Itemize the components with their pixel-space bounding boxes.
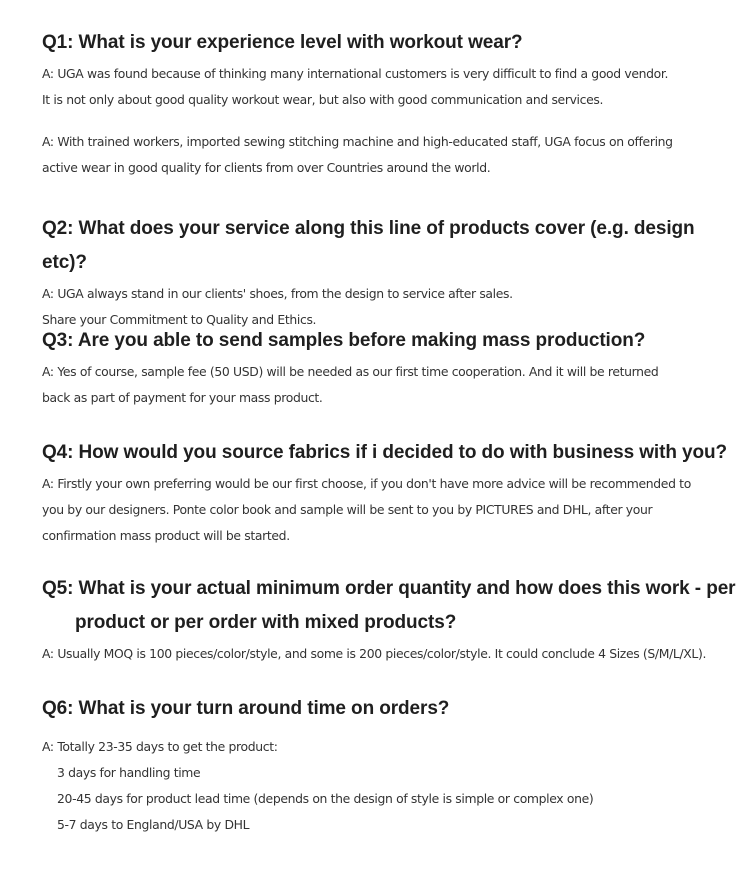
answer-line: confirmation mass product will be started. xyxy=(42,528,290,543)
question-line: product or per order with mixed products? xyxy=(75,612,457,633)
faq-question-q6: Q6: What is your turn around time on orders? xyxy=(42,698,450,719)
answer-line: A: Firstly your own preferring would be our first choose, if you don't have more advice will be recommended to xyxy=(42,476,691,491)
answer-line: It is not only about good quality workout wear, but also with good communication and services. xyxy=(42,92,604,107)
faq-item-q3 xyxy=(42,324,658,411)
faq-answer-q5 xyxy=(42,641,735,667)
faq-question-q5 xyxy=(42,572,735,640)
faq-answer-q6 xyxy=(42,734,593,838)
faq-answer-q4 xyxy=(42,471,727,549)
faq-item-q2 xyxy=(42,212,742,333)
answer-line: 20-45 days for product lead time (depends on the design of style is simple or complex one) xyxy=(57,791,594,806)
answer-line: A: Usually MOQ is 100 pieces/color/style, and some is 200 pieces/color/style. It could conclude 4 Sizes (S/M/L/XL). xyxy=(42,646,707,661)
answer-line: A: Totally 23-35 days to get the product: xyxy=(42,739,278,754)
faq-answer-q1-b xyxy=(42,129,673,181)
faq-question-q4: Q4: How would you source fabrics if i decided to do with business with you? xyxy=(42,442,728,463)
answer-line: A: With trained workers, imported sewing stitching machine and high-educated staff, UGA focus on offering xyxy=(42,134,673,149)
faq-question-q1: Q1: What is your experience level with workout wear? xyxy=(42,32,523,53)
answer-line: 3 days for handling time xyxy=(57,765,201,780)
faq-question-q2: Q2: What does your service along this line of products cover (e.g. design etc)? xyxy=(42,218,695,273)
faq-item-q5 xyxy=(42,572,735,667)
faq-question-q3: Q3: Are you able to send samples before making mass production? xyxy=(42,330,646,351)
faq-item-q6 xyxy=(42,692,593,838)
faq-answer-q3 xyxy=(42,359,658,411)
answer-line: A: UGA was found because of thinking many international customers is very difficult to find a good vendor. xyxy=(42,66,669,81)
question-line: Q5: What is your actual minimum order quantity and how does this work - per xyxy=(42,578,736,599)
faq-item-q1 xyxy=(42,26,673,181)
faq-answer-q1-a xyxy=(42,61,673,113)
answer-line: you by our designers. Ponte color book and sample will be sent to you by PICTURES and DHL, after your xyxy=(42,502,653,517)
answer-line: 5-7 days to England/USA by DHL xyxy=(57,817,250,832)
answer-line: active wear in good quality for clients from over Countries around the world. xyxy=(42,160,491,175)
answer-line: A: Yes of course, sample fee (50 USD) will be needed as our first time cooperation. And it will be returned xyxy=(42,364,659,379)
answer-line: back as part of payment for your mass product. xyxy=(42,390,323,405)
faq-item-q4 xyxy=(42,436,727,549)
answer-line: A: UGA always stand in our clients' shoes, from the design to service after sales. xyxy=(42,286,513,301)
answer-line: Share your Commitment to Quality and Ethics. xyxy=(42,312,317,327)
